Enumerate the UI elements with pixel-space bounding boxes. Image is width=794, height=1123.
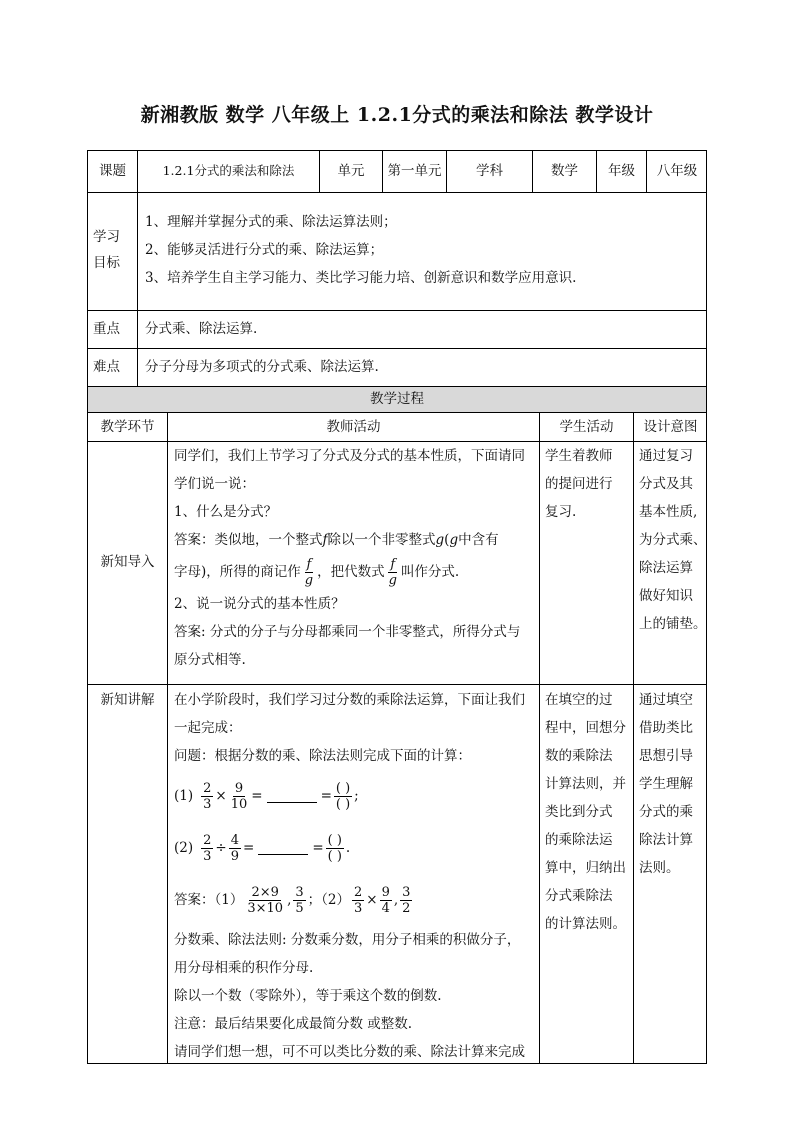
text-line: 注意：最后结果要化成最简分数 或整数. [174, 1016, 413, 1032]
student-activity-intro [545, 442, 633, 526]
text: (2) [174, 840, 194, 856]
text: ( [444, 532, 450, 548]
text-line: 同学们，我们上节学习了分式及分式的基本性质，下面请同 [174, 448, 525, 464]
difficulty-label: 难点 [93, 359, 120, 375]
text-line: 问题：根据分数的乘、除法法则完成下面的计算： [174, 748, 471, 764]
text-line: 通过复习 [639, 448, 693, 464]
text-line: 答案: 分式的分子与分母都乘同一个非零整式，所得分式与 [174, 624, 521, 640]
text-line: 上的铺垫。 [639, 616, 707, 632]
text-line: 基本性质, [639, 504, 698, 520]
text-line: 的提问进行 [545, 476, 613, 492]
text-line: 分数乘、除法法则: 分数乘分数，用分子相乘的积做分子， [174, 932, 521, 948]
fraction: $\frac{4}{9}$ [230, 832, 239, 864]
header-topic-value: 1.2.1分式的乘法和除法 [162, 163, 295, 178]
text-line: 原分式相等. [174, 652, 246, 668]
intent-intro [639, 442, 707, 638]
answer-blank [267, 790, 317, 803]
text: , [393, 892, 399, 908]
fraction: $\frac{2}{3}$ [353, 884, 363, 916]
text: 叫作分式. [400, 564, 460, 580]
text-line: 除以一个数（零除外），等于乘这个数的倒数. [174, 988, 442, 1004]
document-title: 新湘教版 数学 八年级上 1.2.1分式的乘法和除法 教学设计 [140, 104, 654, 126]
teacher-activity-intro [174, 442, 536, 674]
fraction: $\frac{3}{5}$ [295, 884, 304, 916]
text: . [345, 840, 351, 856]
text-line: 法则。 [639, 860, 680, 876]
text-line: 为分式乘、 [639, 532, 707, 548]
col-header-teacher: 教师活动 [326, 419, 381, 435]
text: , [287, 892, 292, 908]
fraction: $\frac{3}{2}$ [402, 884, 411, 916]
text-line: 2、说一说分式的基本性质？ [174, 596, 345, 612]
fraction: $\frac{( )}{( )}$ [335, 780, 351, 812]
text: 除以一个非零整式 [327, 532, 436, 548]
math-problem-2 [174, 822, 536, 874]
text: = [312, 840, 324, 856]
text: (1) [174, 788, 194, 804]
text: 中含有 [458, 532, 499, 548]
text-line: 类比到分式 [545, 804, 613, 820]
text: 字母)，所得的商记作 [174, 564, 301, 580]
text-line: 学生着教师 [545, 448, 613, 464]
text: = [243, 840, 255, 856]
fraction: $\frac{9}{10}$ [230, 780, 248, 812]
text-line: 在填空的过 [545, 692, 613, 708]
text-line: 数的乘除法 [545, 748, 613, 764]
col-header-stage: 教学环节 [100, 419, 155, 435]
math-var: g [449, 532, 459, 548]
key-point-text: 分式乘、除法运算. [145, 321, 258, 337]
text: 答案：类似地，一个整式 [174, 532, 323, 548]
text: 答案：（1） [174, 892, 244, 908]
header-topic-label: 课题 [99, 163, 126, 179]
text-line: 学生理解 [639, 776, 693, 792]
text-line: 除法运算 [639, 560, 693, 576]
text-line: 通过填空 [639, 692, 693, 708]
process-title: 教学过程 [370, 391, 424, 407]
stage-intro: 新知导入 [100, 554, 155, 570]
stage-explain: 新知讲解 [100, 692, 155, 708]
text-line [174, 554, 536, 590]
text-line: 借助类比 [639, 720, 693, 736]
text-line: 计算法则，并 [545, 776, 626, 792]
text-line: 分式的乘 [639, 804, 693, 820]
text-line: 除法计算 [639, 832, 693, 848]
text-line: 1、什么是分式？ [174, 504, 278, 520]
math-var: f [322, 532, 328, 548]
header-unit-label: 单元 [337, 163, 365, 179]
fraction: $\frac{2}{3}$ [203, 832, 212, 864]
math-problem-1 [174, 770, 536, 822]
text-line: 做好知识 [639, 588, 693, 604]
difficulty-text: 分子分母为多项式的分式乘、除法运算. [145, 359, 379, 375]
text-line: 一起完成： [174, 720, 242, 736]
text-line: 请同学们想一想，可不可以类比分数的乘、除法计算来完成 [174, 1044, 525, 1060]
fraction: $\frac{2\times 9}{3\times 10}$ [247, 884, 284, 916]
text: ；（2） [307, 892, 350, 908]
fraction: $\frac{f}{g}$ [388, 556, 397, 588]
goal-item: 3、培养学生自主学习能力、类比学习能力培、创新意识和数学应用意识. [145, 270, 577, 286]
col-header-intent: 设计意图 [643, 419, 698, 435]
fraction: $\frac{f}{g}$ [304, 556, 314, 588]
text-line: 学们说一说： [174, 476, 255, 492]
text: × [215, 788, 227, 804]
text: × [366, 892, 378, 908]
header-subject-label: 学科 [476, 163, 503, 179]
intent-explain [639, 686, 707, 882]
goal-item: 2、能够灵活进行分式的乘、除法运算； [145, 242, 384, 258]
text: ; [354, 788, 359, 804]
teacher-activity-explain [174, 686, 536, 1066]
header-grade-value: 八年级 [656, 163, 698, 179]
header-subject-value: 数学 [551, 163, 578, 179]
text-line [174, 526, 536, 554]
text-line: 思想引导 [639, 748, 693, 764]
text-line: 程中，回想分 [545, 720, 626, 736]
text-line: 分式乘除法 [545, 888, 613, 904]
text-line: 在小学阶段时，我们学习过分数的乘除法运算，下面让我们 [174, 692, 525, 708]
fraction: $\frac{2}{3}$ [203, 780, 212, 812]
header-unit-value: 第一单元 [387, 163, 442, 179]
text: = [320, 788, 332, 804]
goals-label: 学习目标 [93, 229, 120, 271]
fraction: $\frac{9}{4}$ [381, 884, 390, 916]
key-point-label: 重点 [93, 321, 120, 337]
math-var: g [435, 532, 445, 548]
student-activity-explain [545, 686, 633, 938]
fraction: $\frac{( )}{( )}$ [327, 832, 342, 864]
text-line: 算中，归纳出 [545, 860, 626, 876]
answer-blank [258, 842, 308, 855]
goal-item: 1、理解并掌握分式的乘、除法运算法则； [145, 214, 397, 230]
header-grade-label: 年级 [608, 163, 635, 179]
answer-line [174, 874, 536, 926]
goals-list [145, 208, 700, 292]
text: = [251, 788, 263, 804]
text: ，把代数式 [317, 564, 385, 580]
text-line: 分式及其 [639, 476, 693, 492]
text: ÷ [215, 840, 227, 856]
text-line: 的乘除法运 [545, 832, 613, 848]
text-line: 的计算法则。 [545, 916, 626, 932]
text-line: 用分母相乘的积作分母. [174, 960, 314, 976]
col-header-student: 学生活动 [559, 419, 614, 435]
text-line: 复习. [545, 504, 577, 520]
